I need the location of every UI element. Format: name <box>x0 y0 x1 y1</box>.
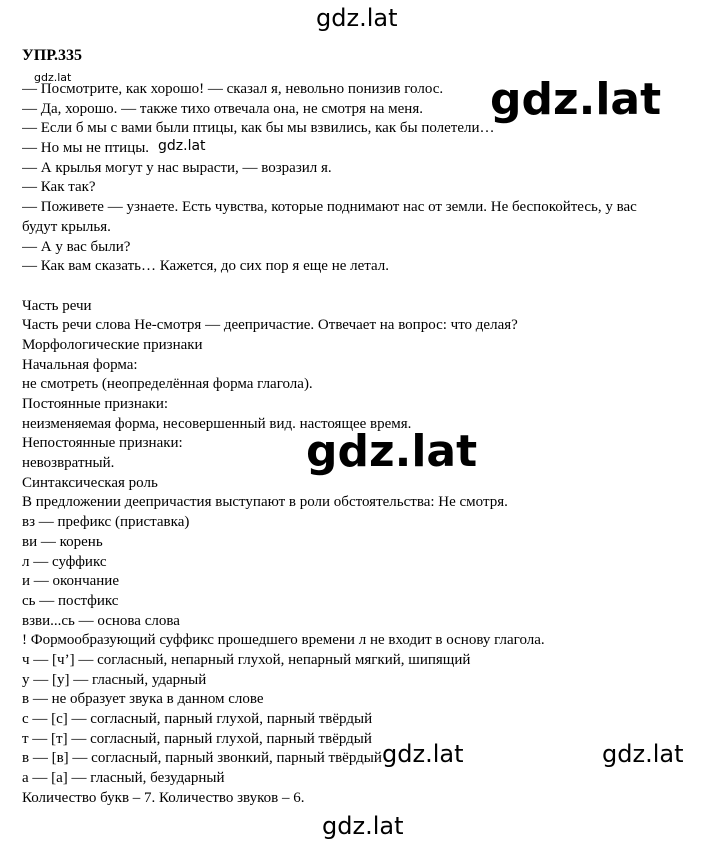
text-line: — А у вас были? <box>22 238 131 255</box>
text-line: — Как вам сказать… Кажется, до сих пор я еще не летал. <box>22 258 390 275</box>
text-line: ! Формообразующий суффикс прошедшего времени л не входит в основу глагола. <box>22 632 545 649</box>
text-line: Морфологические признаки <box>22 336 203 353</box>
text-line: ви — корень <box>22 533 103 550</box>
text-line: будут крылья. <box>22 218 111 235</box>
blank-line <box>22 277 712 297</box>
text-line: с — [с] — согласный, парный глухой, парный твёрдый <box>22 711 373 727</box>
text-line: неизменяемая форма, несовершенный вид. настоящее время. <box>22 415 412 432</box>
text-line: Часть речи <box>22 297 92 314</box>
text-line: — Поживете — узнаете. Есть чувства, которые поднимают нас от земли. Не беспокойтесь, у вас <box>22 199 637 216</box>
text-line: Синтаксическая роль <box>22 474 158 491</box>
text-line: Часть речи слова Не-смотря — деепричастие. Отвечает на вопрос: что делая? <box>22 317 518 334</box>
watermark-small-inline: gdz.lat <box>158 138 206 154</box>
text-line: — Да, хорошо. — также тихо отвечала она, не смотря на меня. <box>22 100 423 117</box>
text-line: у — [у] — гласный, ударный <box>22 671 207 688</box>
text-line: — Но мы не птицы. <box>22 140 150 157</box>
text-line: взви...сь — основа слова <box>22 612 180 629</box>
watermark-bottom: gdz.lat <box>322 812 404 840</box>
text-line: и — окончание <box>22 573 119 590</box>
text-line: сь — постфикс <box>22 592 119 609</box>
watermark-lower-left: gdz.lat <box>382 740 464 768</box>
text-line: в — не образует звука в данном слове <box>22 691 264 708</box>
text-line: вз — префикс (приставка) <box>22 514 190 531</box>
text-line: ч — [ч’] — согласный, непарный глухой, непарный мягкий, шипящий <box>22 651 471 668</box>
text-line: — А крылья могут у нас вырасти, — возразил я. <box>22 159 332 176</box>
exercise-title: УПР.335 <box>22 47 82 64</box>
text-line: — Если б мы с вами были птицы, как бы мы взвились, как бы полетели… <box>22 120 495 137</box>
text-line: а — [а] — гласный, безударный <box>22 770 225 787</box>
text-line: Постоянные признаки: <box>22 396 169 412</box>
watermark-top: gdz.lat <box>316 4 398 32</box>
text-line: Начальная форма: <box>22 356 138 373</box>
text-line: — Как так? <box>22 179 96 196</box>
text-line: невозвратный. <box>22 455 115 472</box>
text-line: л — суффикс <box>22 553 107 570</box>
watermark-small: gdz.lat <box>34 71 72 84</box>
text-line: не смотреть (неопределённая форма глагола). <box>22 376 313 393</box>
text-line: т — [т] — согласный, парный глухой, парный твёрдый <box>22 730 372 747</box>
watermark-lower-right: gdz.lat <box>602 740 684 768</box>
watermark-large-center: gdz.lat <box>306 426 478 477</box>
text-line: В предложении деепричастия выступают в роли обстоятельства: Не смотря. <box>22 494 508 511</box>
text-line: Непостоянные признаки: <box>22 435 183 452</box>
text-line: Количество букв – 7. Количество звуков – 6. <box>22 789 305 806</box>
text-line: — Посмотрите, как хорошо! — сказал я, невольно понизив голос. <box>22 81 444 97</box>
watermark-large-top: gdz.lat <box>490 74 662 125</box>
text-line: в — [в] — согласный, парный звонкий, парный твёрдый <box>22 750 382 767</box>
